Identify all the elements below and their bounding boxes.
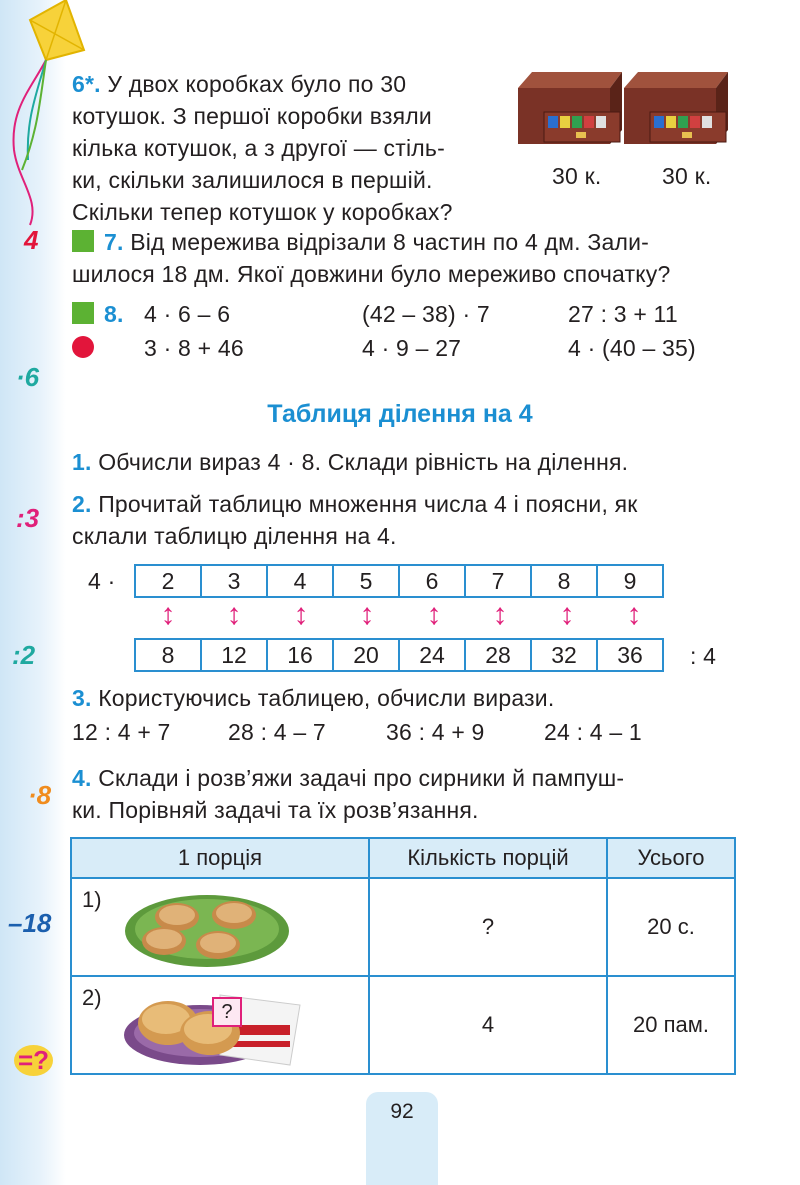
count-cell: ? [369,878,607,976]
spool-boxes-illustration [518,72,740,152]
table-cell: 24 [399,639,465,671]
double-arrow-icon: ↕ [626,598,642,631]
double-arrow-icon: ↕ [426,598,442,631]
exercise-4 [72,762,752,826]
double-arrow-icon: ↕ [226,598,242,631]
mult-label: 4 · [88,568,116,594]
column-header: Усього [607,838,735,878]
task7-number: 7. [104,229,124,255]
box-label: 30 к. [662,163,712,189]
syrnyky-plate-icon [122,889,292,969]
portion-cell [71,976,369,1074]
expression: 12 : 4 + 7 [72,719,171,745]
double-arrow-icon: ↕ [359,598,375,631]
exercise-number: 4. [72,765,92,791]
exercise-text: Склади і розв’яжи задачі про сирники й пампуш- [98,765,625,791]
task6-line: У двох коробках було по 30 [107,71,407,97]
task-table [70,837,736,1075]
table-cell: 36 [597,639,663,671]
task6-line: котушок. З першої коробки взяли [72,103,432,129]
table-cell: 20 [333,639,399,671]
exercise-text: Обчисли вираз 4 · 8. Склади рівність на ділення. [98,449,629,475]
exercise-number: 2. [72,491,92,517]
table-cell: 8 [135,639,201,671]
question-mark-box: ? [212,997,242,1027]
exercise-3 [72,682,752,714]
task6 [72,68,512,228]
section-title: Таблиця ділення на 4 [267,400,533,428]
count-cell: 4 [369,976,607,1074]
table-cell: 28 [465,639,531,671]
table-cell: 2 [135,565,201,597]
task6-line: Скільки тепер котушок у коробках? [72,199,453,225]
double-arrow-icon: ↕ [293,598,309,631]
exercise-text: Користуючись таблицею, обчисли вирази. [98,685,555,711]
double-arrow-icon: ↕ [559,598,575,631]
div-label: : 4 [690,643,717,669]
column-header: 1 порція [71,838,369,878]
double-arrow-icon: ↕ [160,598,176,631]
exercise-1 [72,446,752,478]
total-cell: 20 пам. [607,976,735,1074]
box-icon [518,72,622,144]
box-label: 30 к. [552,163,602,189]
red-dot-icon [72,336,94,358]
table-cell: 3 [201,565,267,597]
row-label: 2) [82,985,102,1010]
expression: 28 : 4 – 7 [228,719,326,745]
green-square-icon [72,302,94,324]
table-cell: 6 [399,565,465,597]
task8-number: 8. [104,301,124,327]
box-icon [624,72,728,144]
expression: (42 – 38) · 7 [362,301,490,327]
exercise-text: ки. Порівняй задачі та їх розв’язання. [72,797,479,823]
total-cell: 20 с. [607,878,735,976]
table-cell: 8 [531,565,597,597]
row-label: 1) [82,887,102,912]
exercise-2 [72,488,752,552]
exercise-number: 1. [72,449,92,475]
sidebar-number: :3 [16,503,40,533]
table-cell: 16 [267,639,333,671]
mult-table-top [134,564,664,598]
page-number: 92 [366,1092,438,1185]
task6-number: 6*. [72,71,101,97]
expression: 27 : 3 + 11 [568,301,678,327]
portion-cell [71,878,369,976]
table-cell: 12 [201,639,267,671]
task7 [104,226,744,258]
sidebar-number: –18 [8,908,52,938]
task7-line: Від мережива відрізали 8 частин по 4 дм. Зали- [130,229,649,255]
double-arrow-icon: ↕ [492,598,508,631]
exercise-text: склали таблицю ділення на 4. [72,523,397,549]
table-cell: 4 [267,565,333,597]
exercise-number: 3. [72,685,92,711]
table-row [71,976,735,1074]
expression: 3 · 8 + 46 [144,335,244,361]
table-cell: 5 [333,565,399,597]
sidebar-number: =? [14,1045,53,1076]
task6-line: кілька котушок, а з другої — стіль- [72,135,445,161]
table-cell: 7 [465,565,531,597]
green-square-icon [72,230,94,252]
sidebar [0,0,66,1185]
expression: 36 : 4 + 9 [386,719,485,745]
column-header: Кількість порцій [369,838,607,878]
expression: 4 · (40 – 35) [568,335,696,361]
table-row [71,878,735,976]
expression: 4 · 9 – 27 [362,335,462,361]
sidebar-number: 4 [24,225,39,255]
sidebar-number: ·6 [16,362,40,392]
task6-line: ки, скільки залишилося в першій. [72,167,433,193]
task7-line: шилося 18 дм. Якої довжини було мереживо спочатку? [72,261,671,287]
exercise-text: Прочитай таблицю множення числа 4 і поясни, як [98,491,638,517]
expression: 24 : 4 – 1 [544,719,642,745]
table-cell: 32 [531,639,597,671]
expression: 4 · 6 – 6 [144,301,231,327]
sidebar-number: :2 [12,640,36,670]
mult-table-bottom [134,638,664,672]
sidebar-number: ·8 [28,780,52,810]
table-cell: 9 [597,565,663,597]
